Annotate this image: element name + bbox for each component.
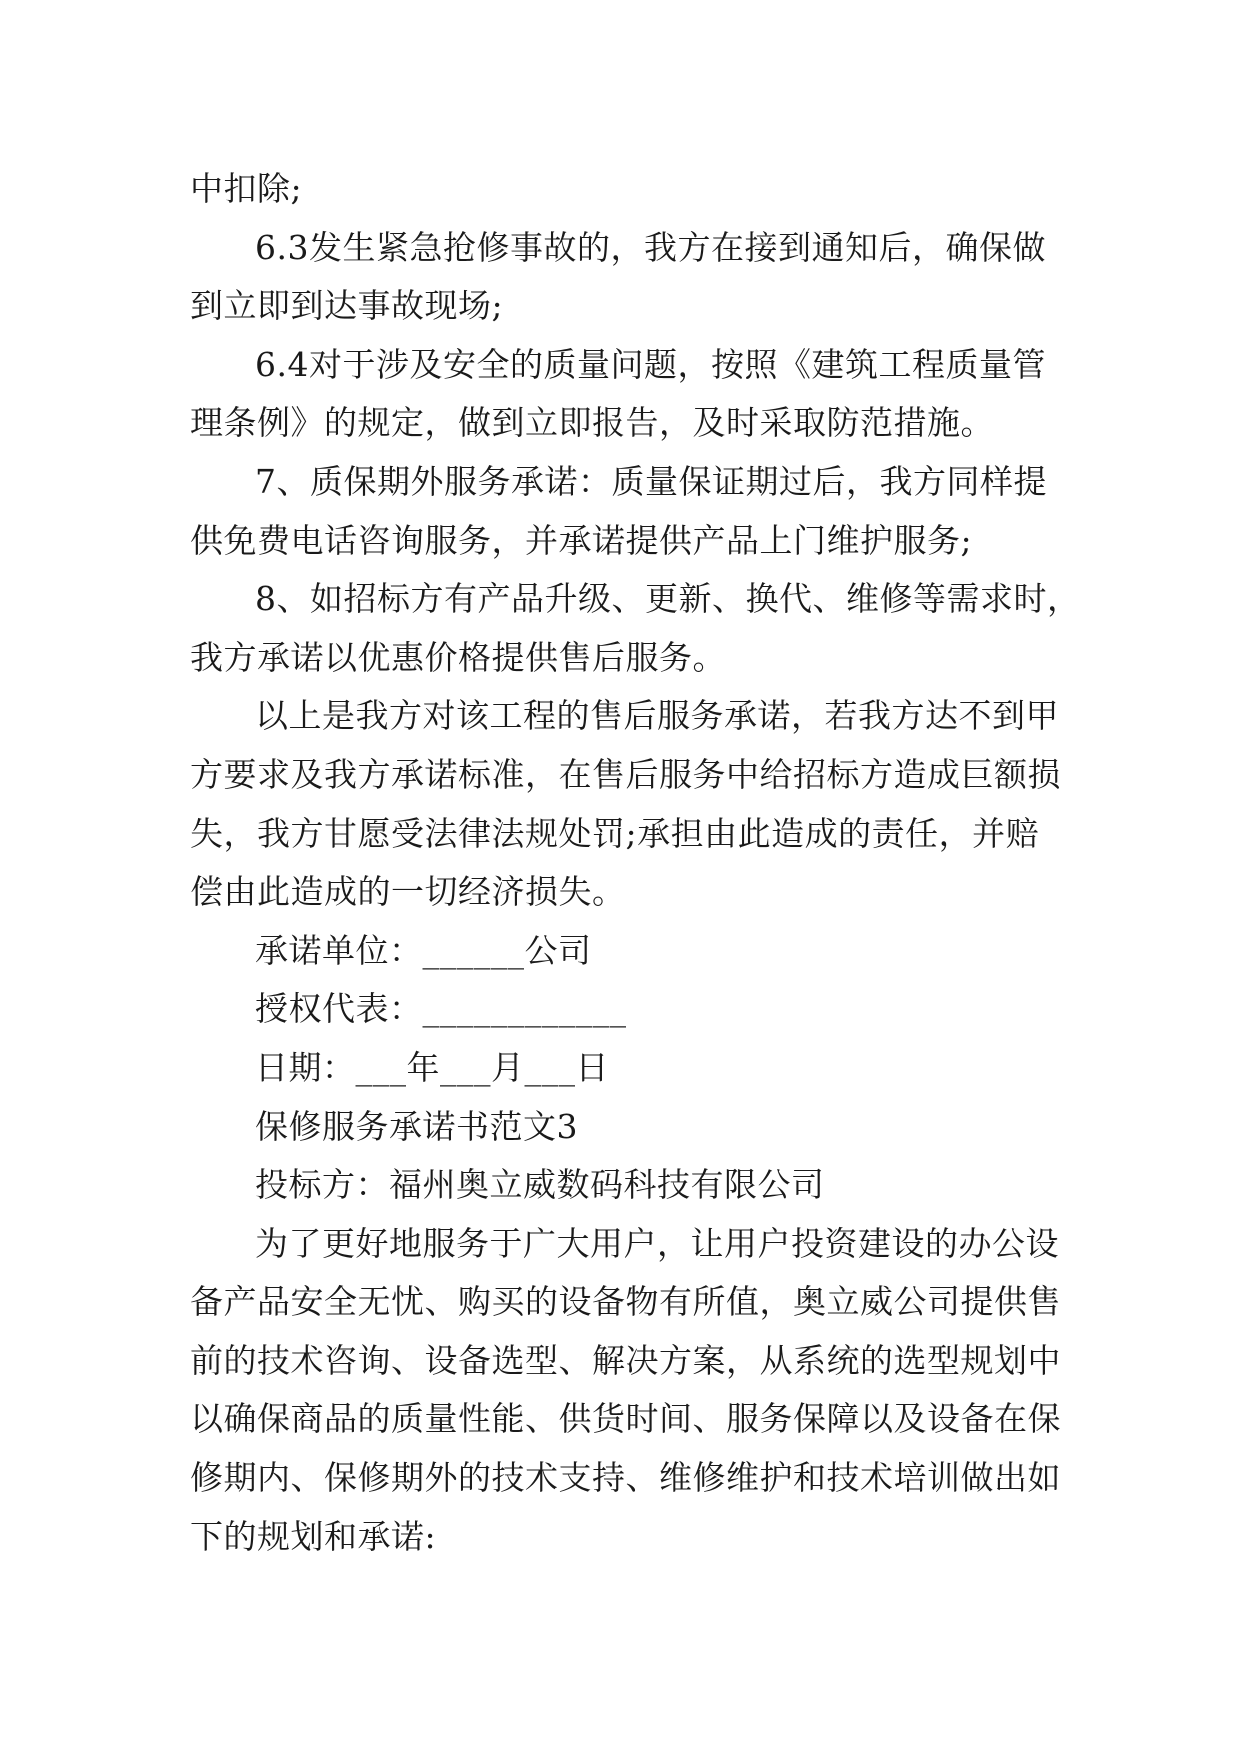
text-line: 理条例》的规定，做到立即报告，及时采取防范措施。	[190, 403, 994, 443]
text-line: 前的技术咨询、设备选型、解决方案，从系统的选型规划中	[190, 1340, 1061, 1380]
document-page	[190, 160, 1081, 1566]
text-line: 我方承诺以优惠价格提供售后服务。	[190, 637, 726, 677]
date-line: 日期：___年___月___日	[255, 1047, 609, 1087]
authorized-rep-line: 授权代表：____________	[255, 989, 627, 1029]
text-line: 供免费电话咨询服务，并承诺提供产品上门维护服务;	[190, 520, 973, 560]
text-line: 7、质保期外服务承诺：质量保证期过后，我方同样提	[255, 461, 1047, 501]
bidder-line: 投标方：福州奥立威数码科技有限公司	[255, 1165, 825, 1205]
text-line: 6.3发生紧急抢修事故的，我方在接到通知后，确保做	[255, 227, 1046, 267]
text-line: 方要求及我方承诺标准，在售后服务中给招标方造成巨额损	[190, 754, 1061, 794]
text-line: 失，我方甘愿受法律法规处罚;承担由此造成的责任，并赔	[190, 813, 1040, 853]
text-line: 下的规划和承诺:	[190, 1516, 437, 1556]
text-line: 以上是我方对该工程的售后服务承诺，若我方达不到甲	[255, 696, 1059, 736]
section-title: 保修服务承诺书范文3	[255, 1106, 578, 1146]
text-line: 为了更好地服务于广大用户，让用户投资建设的办公设	[255, 1223, 1059, 1263]
text-line: 8、如招标方有产品升级、更新、换代、维修等需求时，	[255, 579, 1081, 619]
text-line: 到立即到达事故现场;	[190, 286, 504, 326]
text-line: 修期内、保修期外的技术支持、维修维护和技术培训做出如	[190, 1458, 1061, 1498]
text-line: 以确保商品的质量性能、供货时间、服务保障以及设备在保	[190, 1399, 1061, 1439]
promise-unit-line: 承诺单位：______公司	[255, 930, 592, 970]
text-line: 偿由此造成的一切经济损失。	[190, 872, 626, 912]
text-line: 备产品安全无忧、购买的设备物有所值，奥立威公司提供售	[190, 1282, 1061, 1322]
text-line: 6.4对于涉及安全的质量问题，按照《建筑工程质量管	[255, 344, 1046, 384]
text-line: 中扣除;	[190, 169, 303, 208]
